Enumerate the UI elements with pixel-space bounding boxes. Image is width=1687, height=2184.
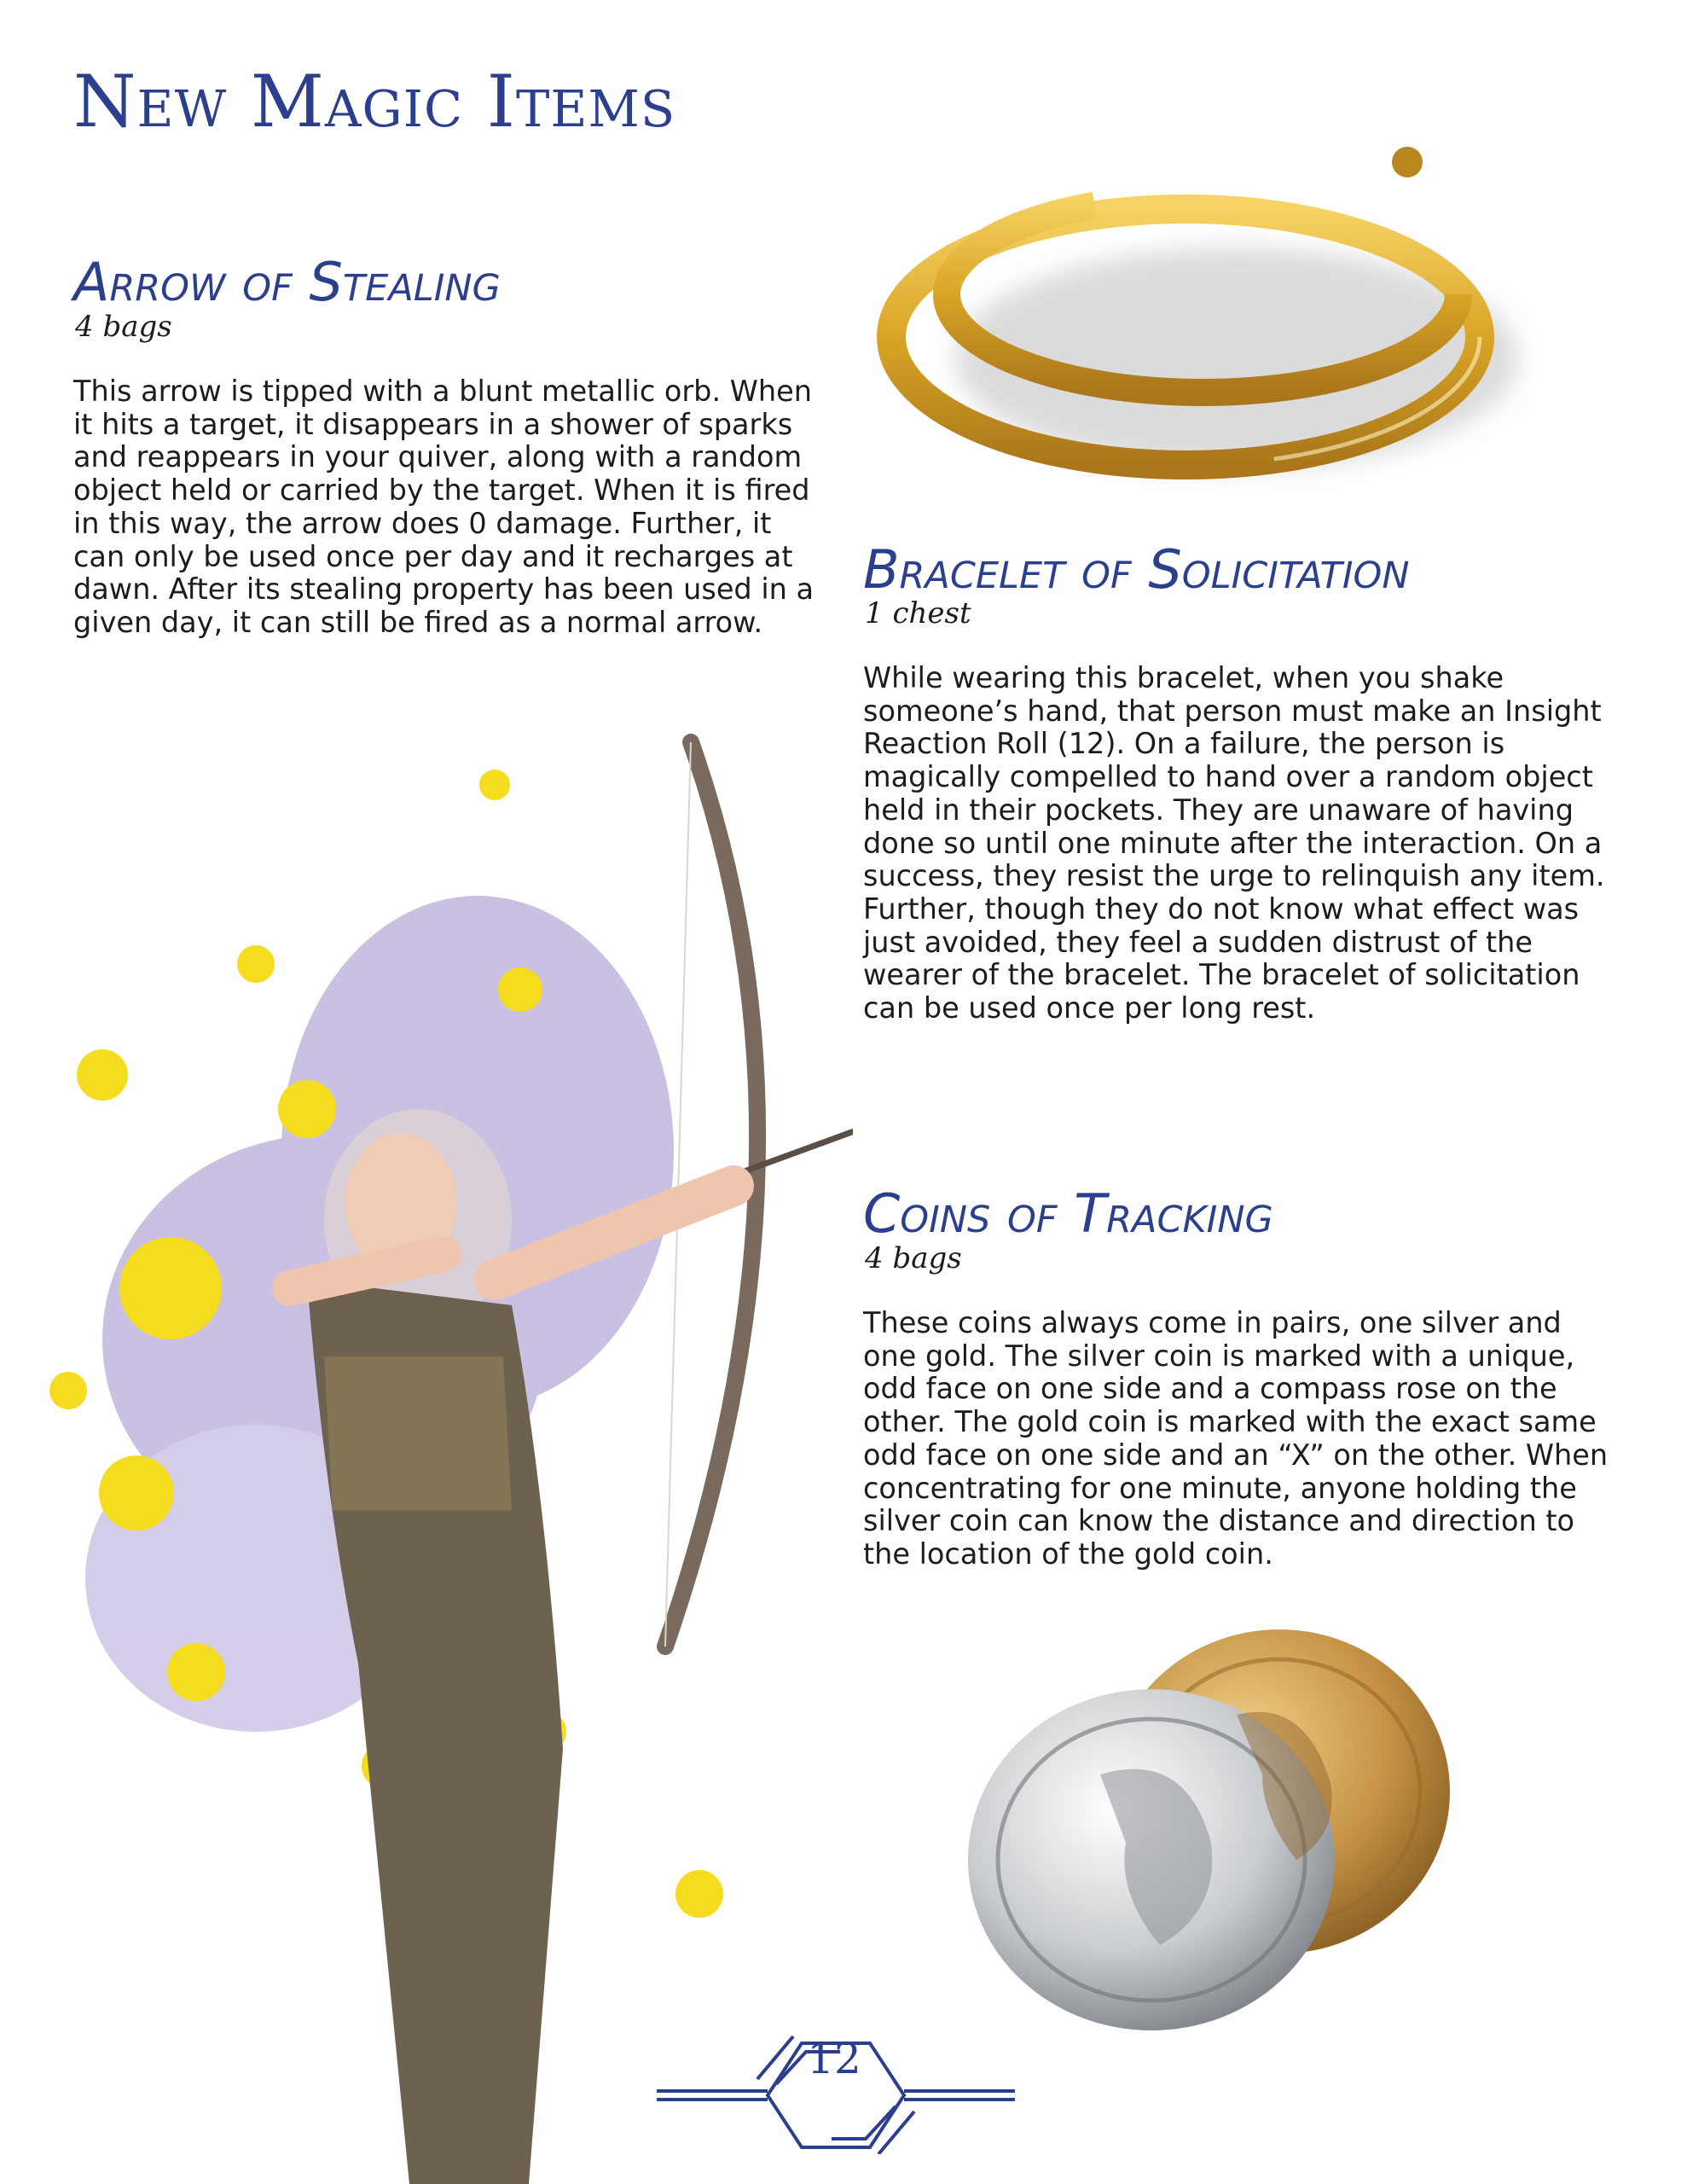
bracelet-image: [861, 119, 1544, 495]
coins-image: [930, 1621, 1475, 2030]
page-number: 12: [807, 2034, 861, 2083]
item-description: This arrow is tipped with a blunt metallic orb. When it hits a target, it disappears in a shower of sparks and reappears in your quiver, along with a random object held or carried by the target. When it is fired in this way, the arrow does 0 damage. Further, it can only be used once per day and it recharges at dawn. After its stealing property has been used in a given day, it can still be fired as a normal arrow.: [73, 375, 815, 639]
item-cost: 4 bags: [75, 310, 172, 344]
item-cost: 4 bags: [865, 1241, 962, 1275]
archer-image: [0, 725, 853, 2184]
section-title-bracelet-of-solicitation: Bracelet of Solicitation: [863, 538, 1410, 601]
page-title: New Magic Items: [73, 60, 676, 143]
item-description: While wearing this bracelet, when you shake someone’s hand, that person must make an Insight Reaction Roll (12). On a failure, the person is magically compelled to hand over a random object held in their pockets. They are unaware of having done so until one minute after the interaction. On a success, they resist the urge to relinquish any item. Further, though they do not know what effect was just avoided, they feel a sudden distrust of the wearer of the bracelet. The bracelet of solicitation can be used once per long rest.: [863, 661, 1605, 1025]
section-title-coins-of-tracking: Coins of Tracking: [863, 1182, 1273, 1245]
item-description: These coins always come in pairs, one silver and one gold. The silver coin is marked with a unique, odd face on one side and a compass rose on the other. The gold coin is marked with the exact same odd face on one side and an “X” on the other. When concentrating for one minute, anyone holding the silver coin can know the distance and direction to the location of the gold coin.: [863, 1306, 1609, 1571]
item-cost: 1 chest: [865, 596, 971, 630]
section-title-arrow-of-stealing: Arrow of Stealing: [73, 251, 501, 313]
